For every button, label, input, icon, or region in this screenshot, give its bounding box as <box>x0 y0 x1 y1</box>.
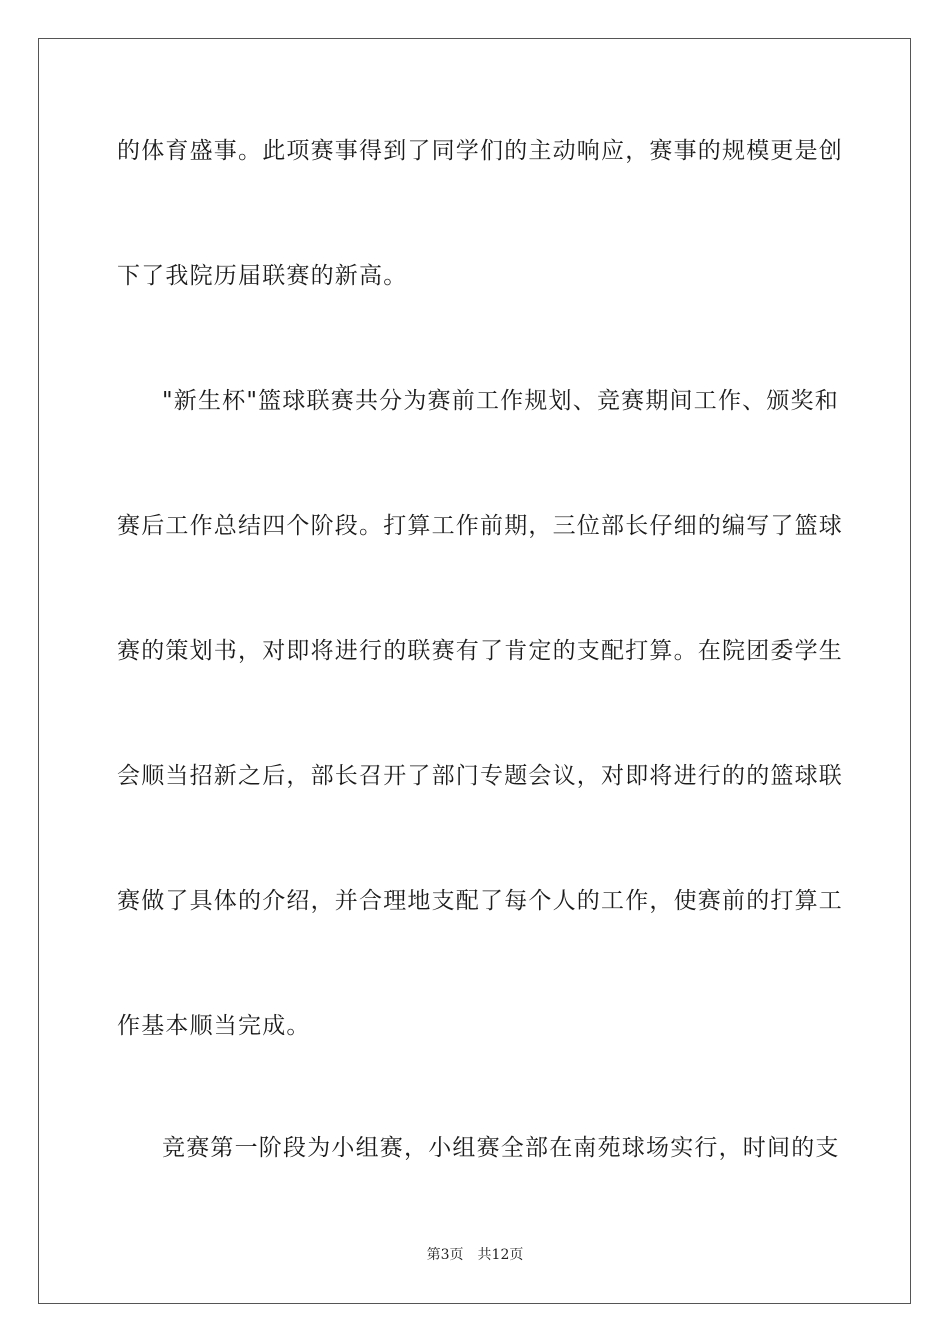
paragraph-first-line: "新生杯"篮球联赛共分为赛前工作规划、竞赛期间工作、颁奖和 <box>162 388 839 414</box>
body-text-line: 赛的策划书，对即将进行的联赛有了肯定的支配打算。在院团委学生 <box>117 638 843 664</box>
body-text-line: 的体育盛事。此项赛事得到了同学们的主动响应，赛事的规模更是创 <box>117 138 843 164</box>
page-footer <box>0 1246 950 1264</box>
body-text-line: 赛做了具体的介绍，并合理地支配了每个人的工作，使赛前的打算工 <box>117 888 843 914</box>
page-total: 共12页 <box>477 1247 524 1263</box>
body-text-line: 会顺当招新之后，部长召开了部门专题会议，对即将进行的的篮球联 <box>117 763 843 789</box>
page-number: 第3页 <box>426 1247 464 1263</box>
body-text-line: 下了我院历届联赛的新高。 <box>117 263 408 289</box>
body-text-line: 作基本顺当完成。 <box>117 1013 311 1039</box>
paragraph-first-line: 竞赛第一阶段为小组赛，小组赛全部在南苑球场实行，时间的支 <box>162 1135 840 1161</box>
page-border <box>38 38 911 1304</box>
body-text-line: 赛后工作总结四个阶段。打算工作前期，三位部长仔细的编写了篮球 <box>117 513 843 539</box>
